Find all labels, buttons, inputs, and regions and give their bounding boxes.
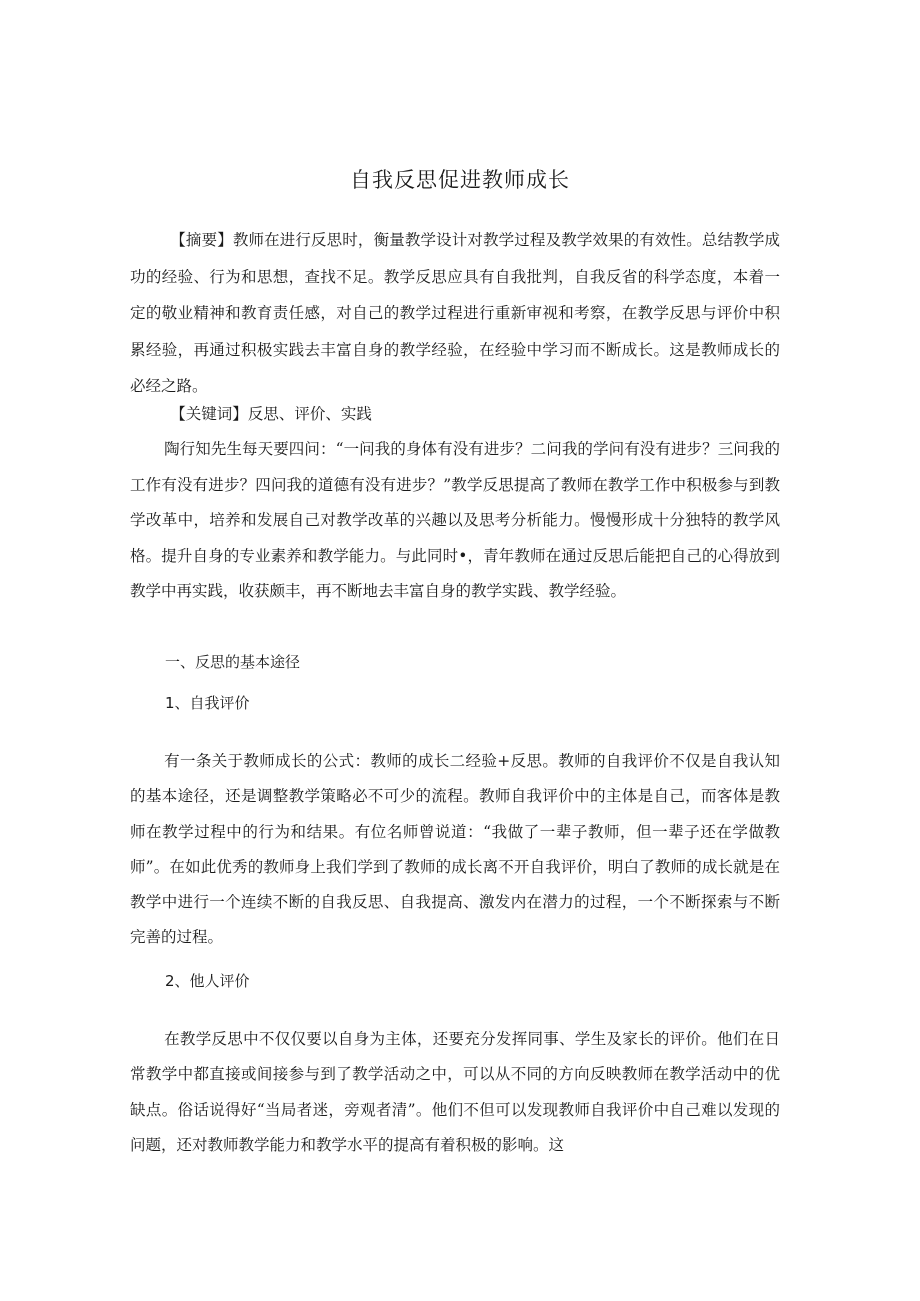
- abstract-label: 【摘要】: [170, 231, 233, 249]
- keywords-label: 【关键词】: [170, 405, 248, 423]
- subsection-heading-peer-evaluation: 2、他人评价: [165, 972, 250, 990]
- document-title: 自我反思促进教师成长: [350, 168, 570, 192]
- keywords-text: 反思、评价、实践: [247, 405, 372, 423]
- abstract-paragraph: [130, 222, 780, 405]
- abstract-text: 教师在进行反思时，衡量教学设计对教学过程及教学效果的有效性。总结教学成功的经验、行为和思想，查找不足。教学反思应具有自我批判，自我反省的科学态度，本着一定的敬业精神和教育责任感，对自己的教学过程进行重新审视和考察，在教学反思与评价中积累经验，再通过积极实践去丰富自身的教学经验，在经验中学习而不断成长。这是教师成长的必经之路。: [130, 231, 780, 396]
- section-heading-basic-approaches: 一、反思的基本途径: [165, 653, 301, 671]
- self-evaluation-paragraph: 有一条关于教师成长的公式：教师的成长二经验+反思。教师的自我评价不仅是自我认知的基本途径，还是调整教学策略必不可少的流程。教师自我评价中的主体是自己，而客体是教师在教学过程中的行为和结果。有位名师曾说道：“我做了一辈子教师，但一辈子还在学做教师”。在如此优秀的教师身上我们学到了教师的成长离不开自我评价，明白了教师的成长就是在教学中进行一个连续不断的自我反思、自我提高、激发内在潜力的过程，一个不断探索与不断完善的过程。: [130, 752, 780, 947]
- keywords-paragraph: [130, 400, 780, 428]
- intro-paragraph: 陶行知先生每天要四问：“一问我的身体有没有进步？二问我的学问有没有进步？三问我的工作有没有进步？四问我的道德有没有进步？”教学反思提高了教师在教学工作中积极参与到教学改革中，培养和发展自己对教学改革的兴趣以及思考分析能力。慢慢形成十分独特的教学风格。提升自身的专业素养和教学能力。与此同时•，青年教师在通过反思后能把自己的心得放到教学中再实践，收获颇丰，再不断地去丰富自身的教学实践、教学经验。: [130, 440, 780, 601]
- peer-evaluation-paragraph: 在教学反思中不仅仅要以自身为主体，还要充分发挥同事、学生及家长的评价。他们在日常教学中都直接或间接参与到了教学活动之中，可以从不同的方向反映教师在教学活动中的优缺点。俗话说得好“当局者迷，旁观者清”。他们不但可以发现教师自我评价中自己难以发现的问题，还对教师教学能力和教学水平的提高有着积极的影响。这: [130, 1030, 780, 1154]
- subsection-heading-self-evaluation: 1、自我评价: [165, 694, 250, 712]
